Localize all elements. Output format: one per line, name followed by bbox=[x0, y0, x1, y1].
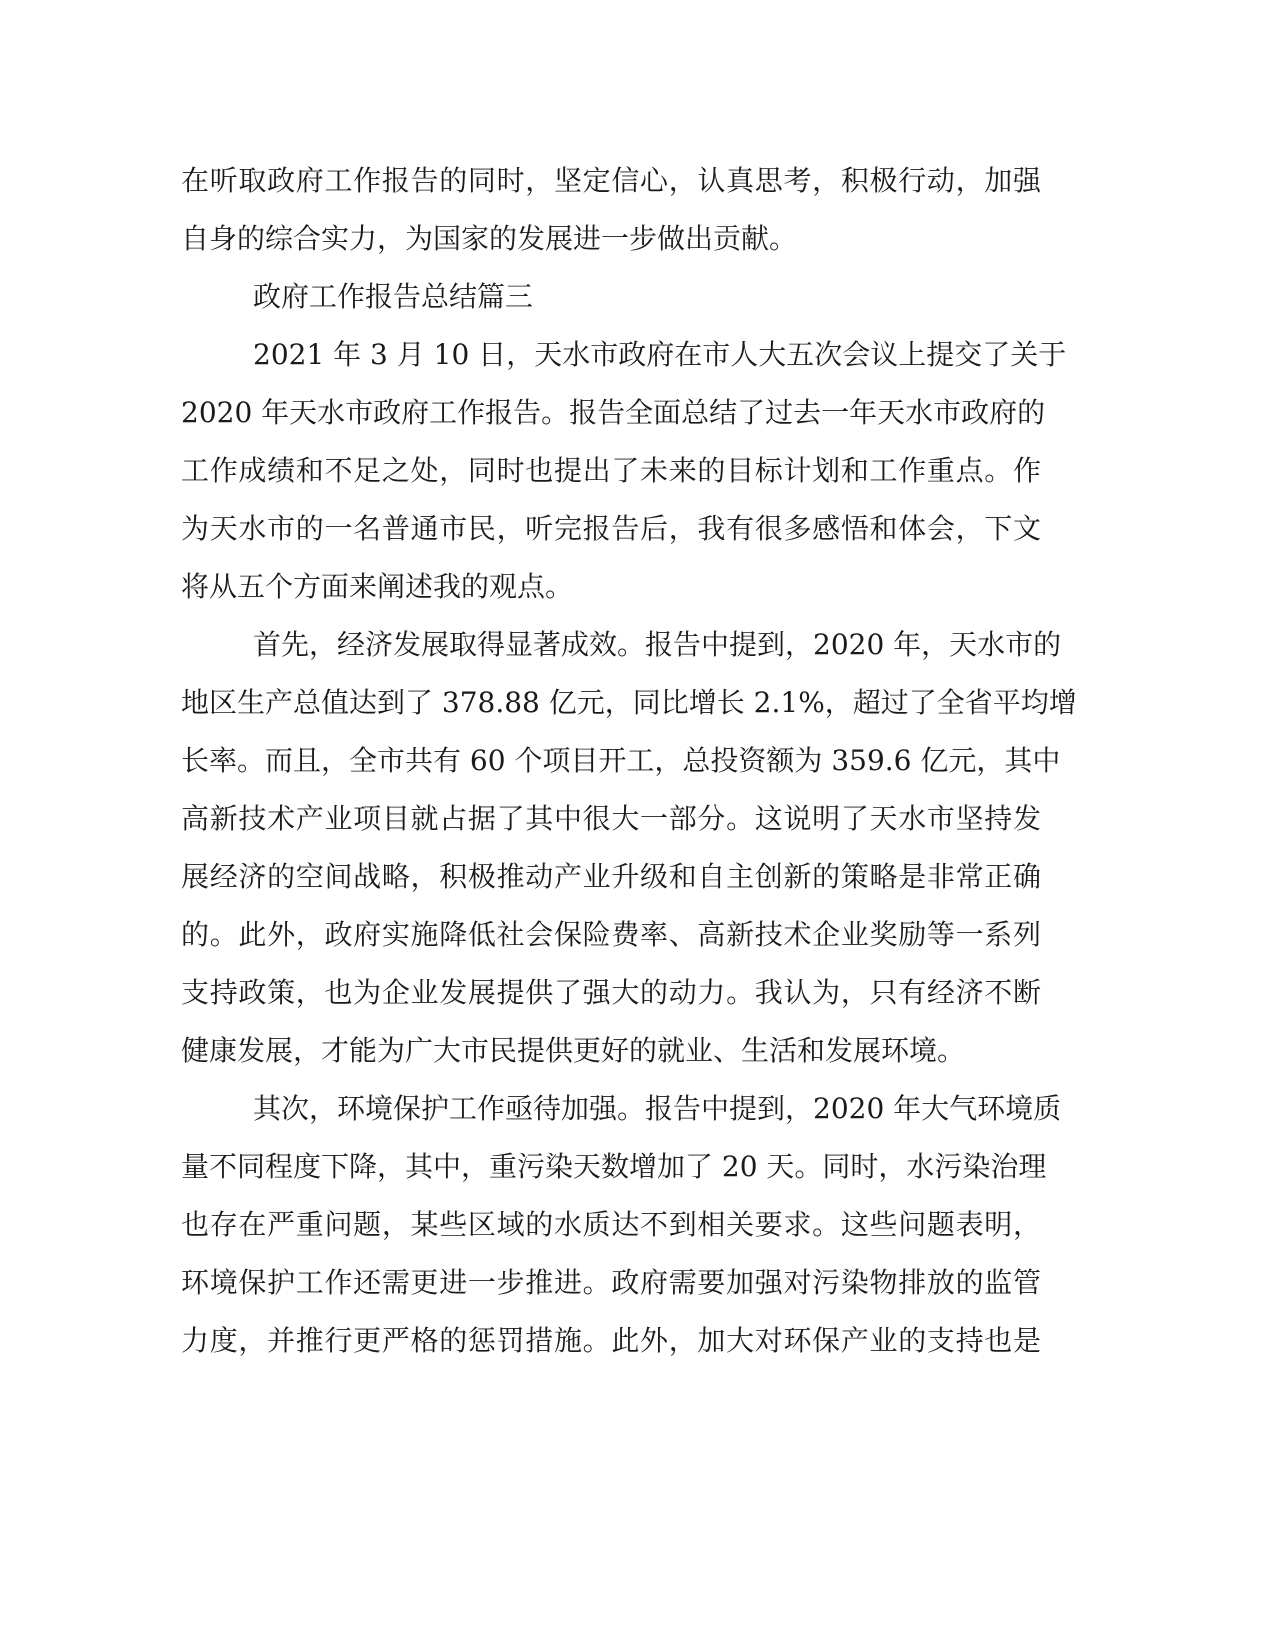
text-line: 其次，环境保护工作亟待加强。报告中提到，2020 年大气环境质 bbox=[253, 1092, 1062, 1125]
section-heading: 政府工作报告总结篇三 bbox=[253, 280, 534, 313]
text-line: 地区生产总值达到了 378.88 亿元，同比增长 2.1%，超过了全省平均增 bbox=[181, 686, 1077, 719]
text-line: 自身的综合实力，为国家的发展进一步做出贡献。 bbox=[181, 222, 798, 255]
text-line: 健康发展，才能为广大市民提供更好的就业、生活和发展环境。 bbox=[181, 1034, 966, 1067]
text-line: 工作成绩和不足之处，同时也提出了未来的目标计划和工作重点。作 bbox=[181, 454, 1041, 487]
text-line: 力度，并推行更严格的惩罚措施。此外，加大对环保产业的支持也是 bbox=[181, 1324, 1041, 1357]
text-line: 首先，经济发展取得显著成效。报告中提到，2020 年，天水市的 bbox=[253, 628, 1062, 661]
text-line: 支持政策，也为企业发展提供了强大的动力。我认为，只有经济不断 bbox=[181, 976, 1041, 1009]
text-line: 也存在严重问题，某些区域的水质达不到相关要求。这些问题表明， bbox=[181, 1208, 1041, 1241]
text-line: 的。此外，政府实施降低社会保险费率、高新技术企业奖励等一系列 bbox=[181, 918, 1041, 951]
text-line: 长率。而且，全市共有 60 个项目开工，总投资额为 359.6 亿元，其中 bbox=[181, 744, 1061, 777]
text-line: 高新技术产业项目就占据了其中很大一部分。这说明了天水市坚持发 bbox=[181, 802, 1041, 835]
text-line: 2020 年天水市政府工作报告。报告全面总结了过去一年天水市政府的 bbox=[181, 396, 1046, 429]
text-line: 量不同程度下降，其中，重污染天数增加了 20 天。同时，水污染治理 bbox=[181, 1150, 1047, 1183]
text-line: 在听取政府工作报告的同时，坚定信心，认真思考，积极行动，加强 bbox=[181, 164, 1041, 197]
text-line: 展经济的空间战略，积极推动产业升级和自主创新的策略是非常正确 bbox=[181, 860, 1041, 893]
text-line: 环境保护工作还需更进一步推进。政府需要加强对污染物排放的监管 bbox=[181, 1266, 1041, 1299]
text-line: 2021 年 3 月 10 日，天水市政府在市人大五次会议上提交了关于 bbox=[253, 338, 1067, 371]
text-line: 为天水市的一名普通市民，听完报告后，我有很多感悟和体会，下文 bbox=[181, 512, 1041, 545]
text-line: 将从五个方面来阐述我的观点。 bbox=[181, 570, 574, 603]
